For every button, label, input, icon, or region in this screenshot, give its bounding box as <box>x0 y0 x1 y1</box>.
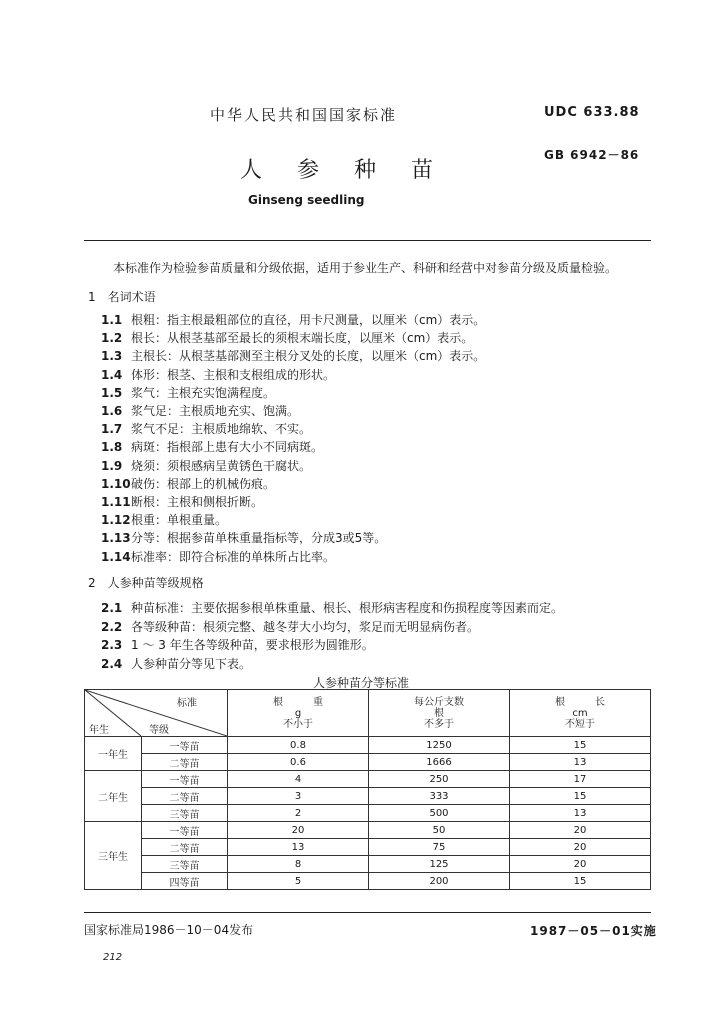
item-text: 根粗：指主根最粗部位的直径，用卡尺测量，以厘米（cm）表示。 <box>131 313 486 327</box>
item-text: 浆气足：主根质地充实、饱满。 <box>131 404 300 418</box>
item-number: 1.11 <box>101 495 131 509</box>
item-number: 1.12 <box>101 513 131 528</box>
weight-cell: 4 <box>228 771 369 788</box>
list-item <box>101 618 479 635</box>
col-header-weight-unit: g <box>294 707 302 719</box>
weight-cell: 3 <box>228 788 369 805</box>
col-header-weight <box>228 690 369 737</box>
item-number: 2.1 <box>101 601 123 615</box>
item-text: 1 ～ 3 年生各等级种苗，要求根形为圆锥形。 <box>131 638 374 652</box>
udc-code: UDC 633.88 <box>544 105 640 120</box>
item-number: 1.10 <box>101 476 131 491</box>
grade-cell: 四等苗 <box>142 873 228 890</box>
section-1-heading: 1 名词术语 <box>88 290 156 304</box>
list-item <box>101 529 386 546</box>
grade-cell: 一等苗 <box>142 737 228 754</box>
list-item <box>101 493 263 510</box>
count-cell: 500 <box>369 805 510 822</box>
corner-label-standard: 标准 <box>177 698 197 709</box>
item-number: 2.2 <box>101 619 123 634</box>
item-number: 1.8 <box>101 440 123 455</box>
table-row <box>85 856 651 873</box>
weight-cell: 13 <box>228 839 369 856</box>
item-number: 1.14 <box>101 549 131 564</box>
table-row <box>85 771 651 788</box>
table-corner-cell <box>85 690 228 737</box>
count-cell: 50 <box>369 822 510 839</box>
grade-cell: 三等苗 <box>142 856 228 873</box>
item-number: 1.13 <box>101 531 131 546</box>
count-cell: 75 <box>369 839 510 856</box>
item-text: 浆气不足：主根质地绵软、不实。 <box>131 422 312 437</box>
item-text: 浆气：主根充实饱满程度。 <box>131 385 276 400</box>
item-text: 主根长：从根茎基部测至主根分叉处的长度，以厘米（cm）表示。 <box>131 349 486 364</box>
table-row <box>85 754 651 771</box>
list-item <box>101 311 485 328</box>
issue-date: 国家标准局1986－10－04发布 <box>84 923 254 937</box>
list-item <box>101 548 335 565</box>
length-cell: 20 <box>510 839 651 856</box>
list-item <box>101 438 323 455</box>
item-number: 1.7 <box>101 422 123 437</box>
page-number: 212 <box>103 952 123 963</box>
count-cell: 200 <box>369 873 510 890</box>
english-title: Ginseng seedling <box>248 193 365 207</box>
grade-cell: 二等苗 <box>142 754 228 771</box>
item-text: 烧须：须根感病呈黄锈色干腐状。 <box>131 458 312 473</box>
intro-paragraph: 本标准作为检验参苗质量和分级依据，适用于参业生产、科研和经营中对参苗分级及质量检验。 <box>113 261 618 275</box>
document-title: 人 参 种 苗 <box>240 158 447 183</box>
col-header-count-title: 每公斤支数 <box>414 696 464 708</box>
length-cell: 15 <box>510 788 651 805</box>
grade-cell: 二等苗 <box>142 788 228 805</box>
grade-cell: 一等苗 <box>142 771 228 788</box>
item-number: 1.3 <box>101 349 123 364</box>
item-text: 根重：单根重量。 <box>131 513 228 528</box>
effective-date: 1987－05－01实施 <box>530 924 657 938</box>
list-item <box>101 599 563 616</box>
item-number: 1.4 <box>101 367 123 382</box>
length-cell: 20 <box>510 856 651 873</box>
weight-cell: 8 <box>228 856 369 873</box>
list-item <box>101 347 485 364</box>
length-cell: 15 <box>510 873 651 890</box>
length-cell: 13 <box>510 754 651 771</box>
item-number: 1.6 <box>101 404 123 418</box>
count-cell: 1250 <box>369 737 510 754</box>
col-header-count <box>369 690 510 737</box>
table-row <box>85 788 651 805</box>
item-number: 2.4 <box>101 656 123 671</box>
header-divider <box>84 240 651 241</box>
item-text: 体形：根茎、主根和支根组成的形状。 <box>131 367 336 382</box>
weight-cell: 0.6 <box>228 754 369 771</box>
item-text: 各等级种苗：根须完整、越冬芽大小均匀，浆足而无明显病伤者。 <box>131 619 480 634</box>
length-cell: 17 <box>510 771 651 788</box>
table-row <box>85 873 651 890</box>
table-header-row <box>85 690 651 737</box>
grading-table <box>84 689 651 890</box>
table-row <box>85 822 651 839</box>
item-text: 断根：主根和侧根折断。 <box>131 495 264 509</box>
corner-label-year: 年生 <box>89 725 109 736</box>
col-header-length <box>510 690 651 737</box>
item-number: 1.1 <box>101 313 123 327</box>
count-cell: 333 <box>369 788 510 805</box>
count-cell: 125 <box>369 856 510 873</box>
list-item <box>101 457 311 474</box>
list-item <box>101 366 335 383</box>
item-number: 1.2 <box>101 331 123 346</box>
col-header-count-limit: 不多于 <box>424 718 454 730</box>
table-row <box>85 805 651 822</box>
weight-cell: 20 <box>228 822 369 839</box>
list-item <box>101 475 275 492</box>
col-header-count-unit: 根 <box>434 707 444 719</box>
col-header-length-title: 根 长 <box>555 696 605 708</box>
item-number: 1.5 <box>101 385 123 400</box>
list-item <box>101 384 275 401</box>
item-text: 标准率：即符合标准的单株所占比率。 <box>131 549 336 564</box>
item-number: 1.9 <box>101 458 123 473</box>
item-number: 2.3 <box>101 638 123 652</box>
gb-code: GB 6942－86 <box>544 148 640 162</box>
list-item <box>101 329 473 346</box>
grade-cell: 三等苗 <box>142 805 228 822</box>
list-item <box>101 655 251 672</box>
item-text: 病斑：指根部上患有大小不同病斑。 <box>131 440 324 455</box>
grade-cell: 一等苗 <box>142 822 228 839</box>
length-cell: 15 <box>510 737 651 754</box>
col-header-weight-title: 根 重 <box>273 696 323 708</box>
footer-divider <box>84 912 651 913</box>
item-text: 根长：从根茎基部至最长的须根末端长度，以厘米（cm）表示。 <box>131 331 474 346</box>
col-header-length-limit: 不短于 <box>565 718 595 730</box>
list-item <box>101 402 299 419</box>
length-cell: 20 <box>510 822 651 839</box>
col-header-weight-limit: 不小于 <box>283 718 313 730</box>
weight-cell: 2 <box>228 805 369 822</box>
length-cell: 13 <box>510 805 651 822</box>
item-text: 种苗标准：主要依据参根单株重量、根长、根形病害程度和伤损程度等因素而定。 <box>131 601 564 615</box>
weight-cell: 5 <box>228 873 369 890</box>
count-cell: 250 <box>369 771 510 788</box>
corner-label-grade: 等级 <box>149 725 169 736</box>
year-cell: 二年生 <box>85 771 142 822</box>
list-item <box>101 636 374 653</box>
grade-cell: 二等苗 <box>142 839 228 856</box>
list-item <box>101 420 311 437</box>
table-row <box>85 737 651 754</box>
table-caption: 人参种苗分等标准 <box>313 676 410 690</box>
count-cell: 1666 <box>369 754 510 771</box>
col-header-length-unit: cm <box>572 707 588 719</box>
item-text: 破伤：根部上的机械伤痕。 <box>131 476 276 491</box>
item-text: 人参种苗分等见下表。 <box>131 656 252 671</box>
standard-name: 中华人民共和国国家标准 <box>210 106 398 124</box>
item-text: 分等：根据参苗单株重量指标等，分成3或5等。 <box>131 531 387 546</box>
year-cell: 三年生 <box>85 822 142 890</box>
list-item <box>101 511 227 528</box>
year-cell: 一年生 <box>85 737 142 771</box>
table-row <box>85 839 651 856</box>
section-2-heading: 2 人参种苗等级规格 <box>88 576 204 590</box>
weight-cell: 0.8 <box>228 737 369 754</box>
